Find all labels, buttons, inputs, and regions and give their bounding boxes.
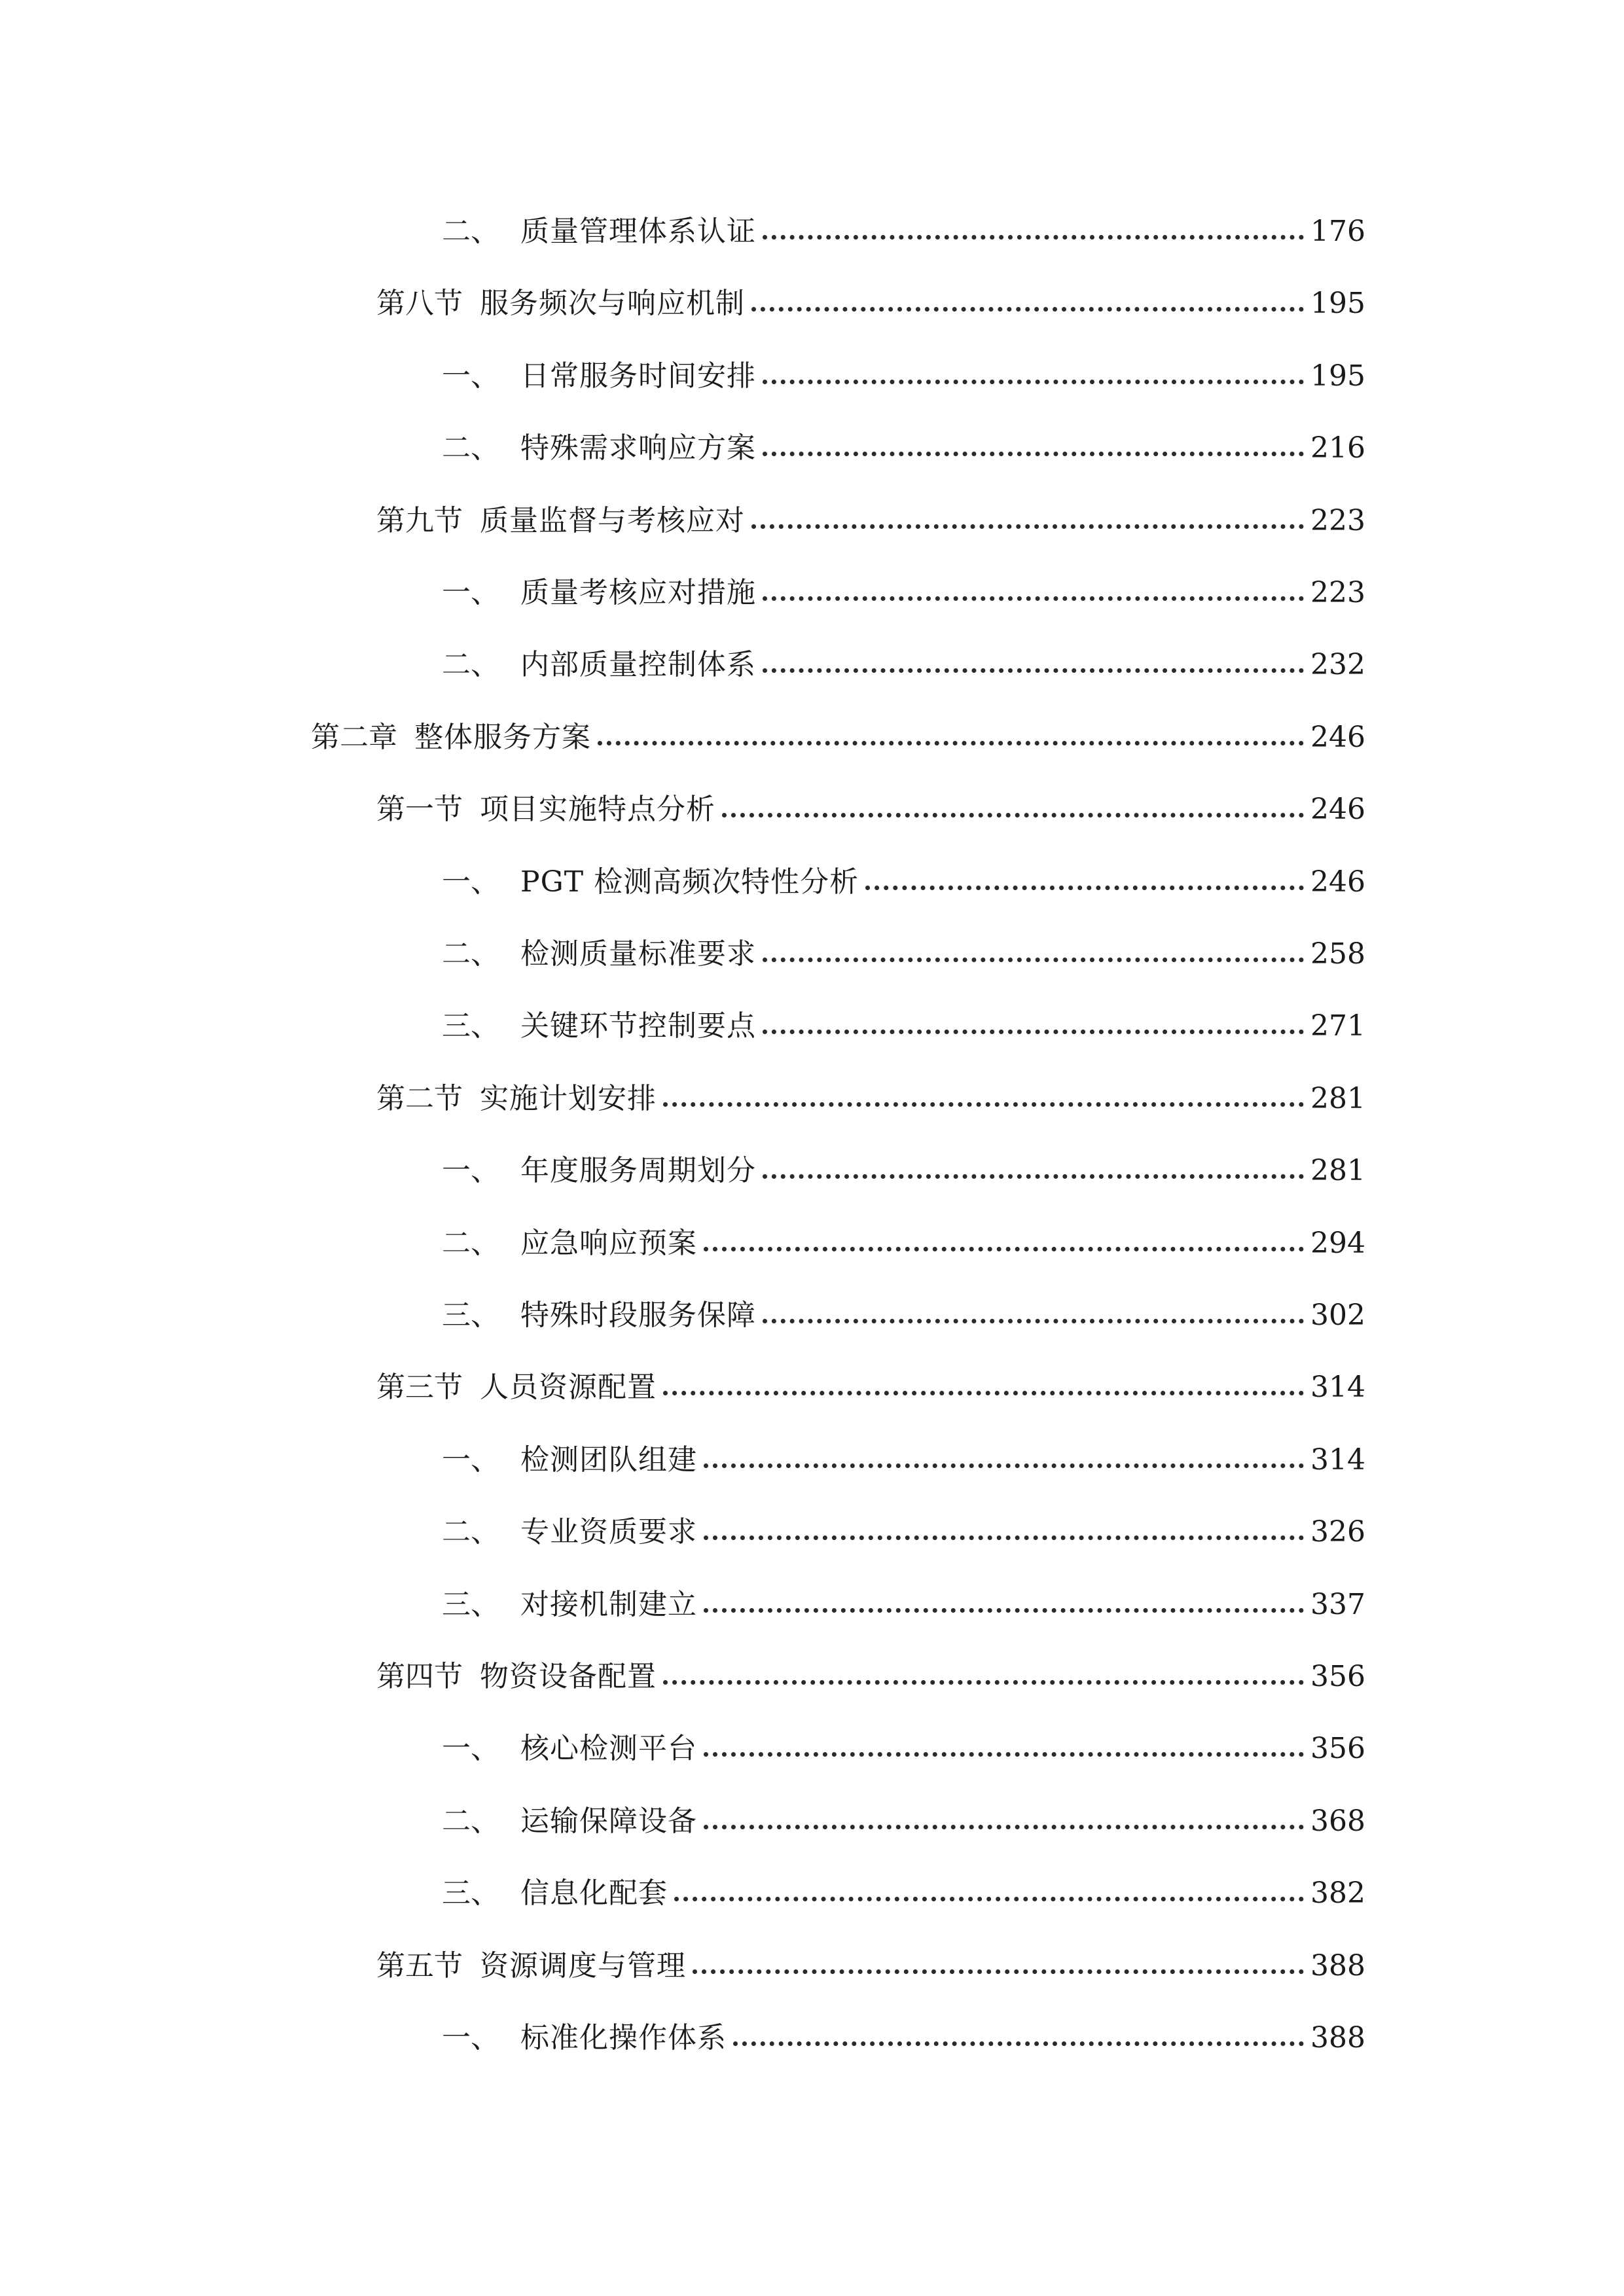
toc-entry-title: 检测质量标准要求 <box>520 937 756 971</box>
toc-entry-title: 物资设备配置 <box>480 1660 657 1693</box>
toc-page-number: 271 <box>1310 1009 1365 1043</box>
toc-entry[interactable] <box>442 852 1365 905</box>
toc-entry-title: 年度服务周期划分 <box>520 1154 756 1188</box>
toc-entry-title: 关键环节控制要点 <box>520 1009 756 1043</box>
toc-entry-number: 二、 <box>442 431 499 465</box>
toc-dot-leader <box>763 1030 1304 1034</box>
toc-entry-number: 一、 <box>442 865 499 899</box>
toc-dot-leader <box>674 1897 1304 1901</box>
toc-entry[interactable] <box>442 1430 1365 1482</box>
toc-entry-number: 一、 <box>442 1443 499 1477</box>
toc-entry-number: 一、 <box>442 1154 499 1188</box>
toc-entry[interactable] <box>442 1791 1365 1844</box>
toc-page-number: 302 <box>1310 1299 1365 1332</box>
toc-entry-number: 第一节 <box>376 793 463 827</box>
toc-entry-title: PGT 检测高频次特性分析 <box>520 865 859 899</box>
toc-entry-number: 二、 <box>442 648 499 682</box>
toc-entry-number: 第四节 <box>376 1660 463 1693</box>
toc-page-number: 368 <box>1310 1804 1365 1838</box>
toc-entry-title: 整体服务方案 <box>414 720 591 754</box>
toc-entry[interactable] <box>442 1213 1365 1266</box>
toc-entry[interactable] <box>376 1647 1365 1699</box>
toc-entry-number: 一、 <box>442 359 499 393</box>
toc-entry-number: 二、 <box>442 937 499 971</box>
toc-entry-number: 二、 <box>442 215 499 248</box>
toc-dot-leader <box>722 813 1304 817</box>
toc-page-number: 223 <box>1310 503 1365 537</box>
toc-entry-number: 一、 <box>442 1732 499 1766</box>
toc-page-number: 232 <box>1310 648 1365 682</box>
toc-entry-title: 项目实施特点分析 <box>480 793 715 827</box>
toc-page-number: 356 <box>1310 1660 1365 1693</box>
toc-entry-title: 运输保障设备 <box>520 1804 697 1838</box>
toc-entry[interactable] <box>311 708 1365 760</box>
toc-entry[interactable] <box>442 2008 1365 2060</box>
toc-page-number: 314 <box>1310 1371 1365 1405</box>
toc-dot-leader <box>751 524 1304 529</box>
toc-dot-leader <box>663 1102 1304 1107</box>
toc-page-number: 195 <box>1310 359 1365 393</box>
toc-page-number: 314 <box>1310 1443 1365 1477</box>
toc-page-number: 216 <box>1310 431 1365 465</box>
toc-page-number: 337 <box>1310 1587 1365 1621</box>
toc-entry-number: 三、 <box>442 1587 499 1621</box>
toc-page-number: 246 <box>1310 865 1365 899</box>
toc-entry-title: 核心检测平台 <box>520 1732 697 1766</box>
toc-dot-leader <box>763 235 1304 240</box>
toc-dot-leader <box>763 1319 1304 1323</box>
toc-entry-title: 质量考核应对措施 <box>520 576 756 609</box>
toc-entry-title: 质量监督与考核应对 <box>480 503 745 537</box>
toc-page-number: 326 <box>1310 1515 1365 1549</box>
toc-page-number: 246 <box>1310 720 1365 754</box>
toc-entry-title: 人员资源配置 <box>480 1371 657 1405</box>
toc-entry-number: 一、 <box>442 2021 499 2054</box>
toc-entry[interactable] <box>442 635 1365 687</box>
toc-entry-title: 特殊需求响应方案 <box>520 431 756 465</box>
toc-entry-number: 一、 <box>442 576 499 609</box>
toc-dot-leader <box>763 596 1304 601</box>
toc-entry-number: 第二节 <box>376 1081 463 1115</box>
toc-page-number: 246 <box>1310 793 1365 827</box>
toc-dot-leader <box>733 2041 1304 2046</box>
toc-entry[interactable] <box>442 924 1365 977</box>
toc-entry-number: 三、 <box>442 1876 499 1910</box>
toc-page-number: 258 <box>1310 937 1365 971</box>
toc-entry-title: 服务频次与响应机制 <box>480 287 745 321</box>
toc-dot-leader <box>751 307 1304 312</box>
toc-entry-number: 三、 <box>442 1009 499 1043</box>
toc-entry-title: 应急响应预案 <box>520 1226 697 1260</box>
toc-entry-title: 标准化操作体系 <box>520 2021 727 2054</box>
toc-entry-title: 实施计划安排 <box>480 1081 657 1115</box>
toc-entry-title: 信息化配套 <box>520 1876 668 1910</box>
toc-entry[interactable] <box>376 1357 1365 1410</box>
toc-entry-number: 二、 <box>442 1515 499 1549</box>
toc-entry-number: 第二章 <box>311 720 397 754</box>
toc-dot-leader <box>763 380 1304 384</box>
toc-entry-number: 三、 <box>442 1299 499 1332</box>
toc-entry[interactable] <box>376 780 1365 832</box>
toc-page-number: 294 <box>1310 1226 1365 1260</box>
toc-entry[interactable] <box>376 1069 1365 1121</box>
toc-page-number: 281 <box>1310 1154 1365 1188</box>
toc-entry[interactable] <box>442 1141 1365 1193</box>
toc-dot-leader <box>598 741 1304 745</box>
toc-entry[interactable] <box>442 1863 1365 1916</box>
toc-page-number: 356 <box>1310 1732 1365 1766</box>
toc-entry[interactable] <box>376 1936 1365 1988</box>
toc-entry-title: 对接机制建立 <box>520 1587 697 1621</box>
toc-entry[interactable] <box>442 1575 1365 1627</box>
toc-entry-number: 二、 <box>442 1226 499 1260</box>
toc-entry-number: 二、 <box>442 1804 499 1838</box>
toc-entry-title: 日常服务时间安排 <box>520 359 756 393</box>
toc-dot-leader <box>704 1608 1304 1613</box>
toc-dot-leader <box>763 668 1304 673</box>
toc-entry-title: 检测团队组建 <box>520 1443 697 1477</box>
toc-entry-number: 第三节 <box>376 1371 463 1405</box>
toc-entry[interactable] <box>442 996 1365 1049</box>
toc-entry[interactable] <box>442 346 1365 399</box>
toc-page-number: 223 <box>1310 576 1365 609</box>
toc-dot-leader <box>663 1391 1304 1395</box>
toc-dot-leader <box>763 1174 1304 1179</box>
toc-entry[interactable] <box>376 274 1365 326</box>
toc-dot-leader <box>693 1969 1304 1974</box>
toc-entry[interactable] <box>442 1719 1365 1771</box>
toc-entry-title: 资源调度与管理 <box>480 1948 686 1982</box>
toc-entry-number: 第五节 <box>376 1948 463 1982</box>
toc-entry-number: 第八节 <box>376 287 463 321</box>
toc-entry[interactable] <box>442 418 1365 471</box>
toc-dot-leader <box>704 1463 1304 1468</box>
toc-page-number: 281 <box>1310 1081 1365 1115</box>
toc-dot-leader <box>763 452 1304 456</box>
toc-dot-leader <box>704 1247 1304 1251</box>
toc-dot-leader <box>865 886 1304 890</box>
toc-page-number: 388 <box>1310 1948 1365 1982</box>
toc-entry[interactable] <box>376 491 1365 543</box>
toc-dot-leader <box>704 1825 1304 1829</box>
toc-dot-leader <box>663 1680 1304 1685</box>
toc-entry[interactable] <box>442 1502 1365 1554</box>
toc-entry-title: 特殊时段服务保障 <box>520 1299 756 1332</box>
toc-dot-leader <box>763 958 1304 962</box>
toc-entry-title: 质量管理体系认证 <box>520 215 756 248</box>
toc-entry-number: 第九节 <box>376 503 463 537</box>
toc-page-number: 388 <box>1310 2021 1365 2054</box>
toc-entry[interactable] <box>442 563 1365 615</box>
toc-page-number: 382 <box>1310 1876 1365 1910</box>
toc-dot-leader <box>704 1535 1304 1540</box>
toc-dot-leader <box>704 1752 1304 1757</box>
toc-entry[interactable] <box>442 1285 1365 1338</box>
toc-page-number: 195 <box>1310 287 1365 321</box>
toc-entry-title: 专业资质要求 <box>520 1515 697 1549</box>
toc-page-number: 176 <box>1310 215 1365 248</box>
toc-entry[interactable] <box>442 202 1365 254</box>
toc-entry-title: 内部质量控制体系 <box>520 648 756 682</box>
